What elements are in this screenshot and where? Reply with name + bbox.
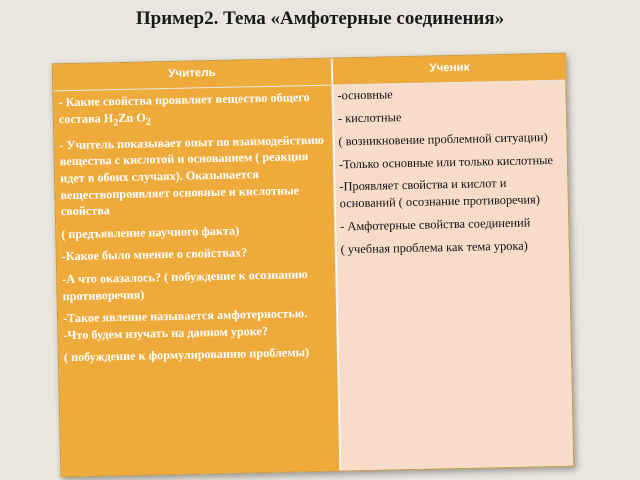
teacher-item: - Учитель показывает опыт по взаимодействию вещества с кислотой и основанием ( реакция идет в обоих случаях). Оказывается веществопроявляет основные и кислотные свойства: [59, 132, 324, 219]
student-column: [332, 81, 573, 471]
student-item: -Только основные или только кислотные: [338, 152, 554, 172]
student-header: Ученик: [332, 54, 566, 85]
student-item: ( возникновение проблемной ситуации): [338, 129, 548, 149]
teacher-item: ( предъявление научного факта): [61, 223, 240, 242]
teacher-item: ( побуждение к формулированию проблемы): [63, 345, 310, 365]
student-item: -основные: [337, 87, 393, 103]
teacher-item: -А что оказалось? ( побуждение к осознанию противоречия): [62, 267, 308, 303]
student-item: - кислотные: [337, 109, 402, 126]
student-item: - Амфотерные свойства соединений: [340, 215, 531, 234]
student-item: ( учебная проблема как тема урока): [340, 238, 528, 257]
teacher-item: -Такое явление называется амфотерностью. -Что будем изучать на данном уроке?: [62, 306, 308, 343]
teacher-header: Учитель: [53, 59, 331, 91]
slide-title: Пример2. Тема «Амфотерные соединения»: [135, 8, 505, 29]
teacher-question-1: - Какие свойства проявляет вещество общего состава $H_2Zn$ $O_2$: [58, 90, 310, 129]
teacher-column: [53, 86, 339, 477]
lesson-table: [52, 53, 575, 478]
teacher-item: -Какое было мнение о свойствах?: [61, 245, 248, 264]
student-item: -Проявляет свойства и кислот и оснований ( осознание противоречия): [339, 176, 541, 211]
